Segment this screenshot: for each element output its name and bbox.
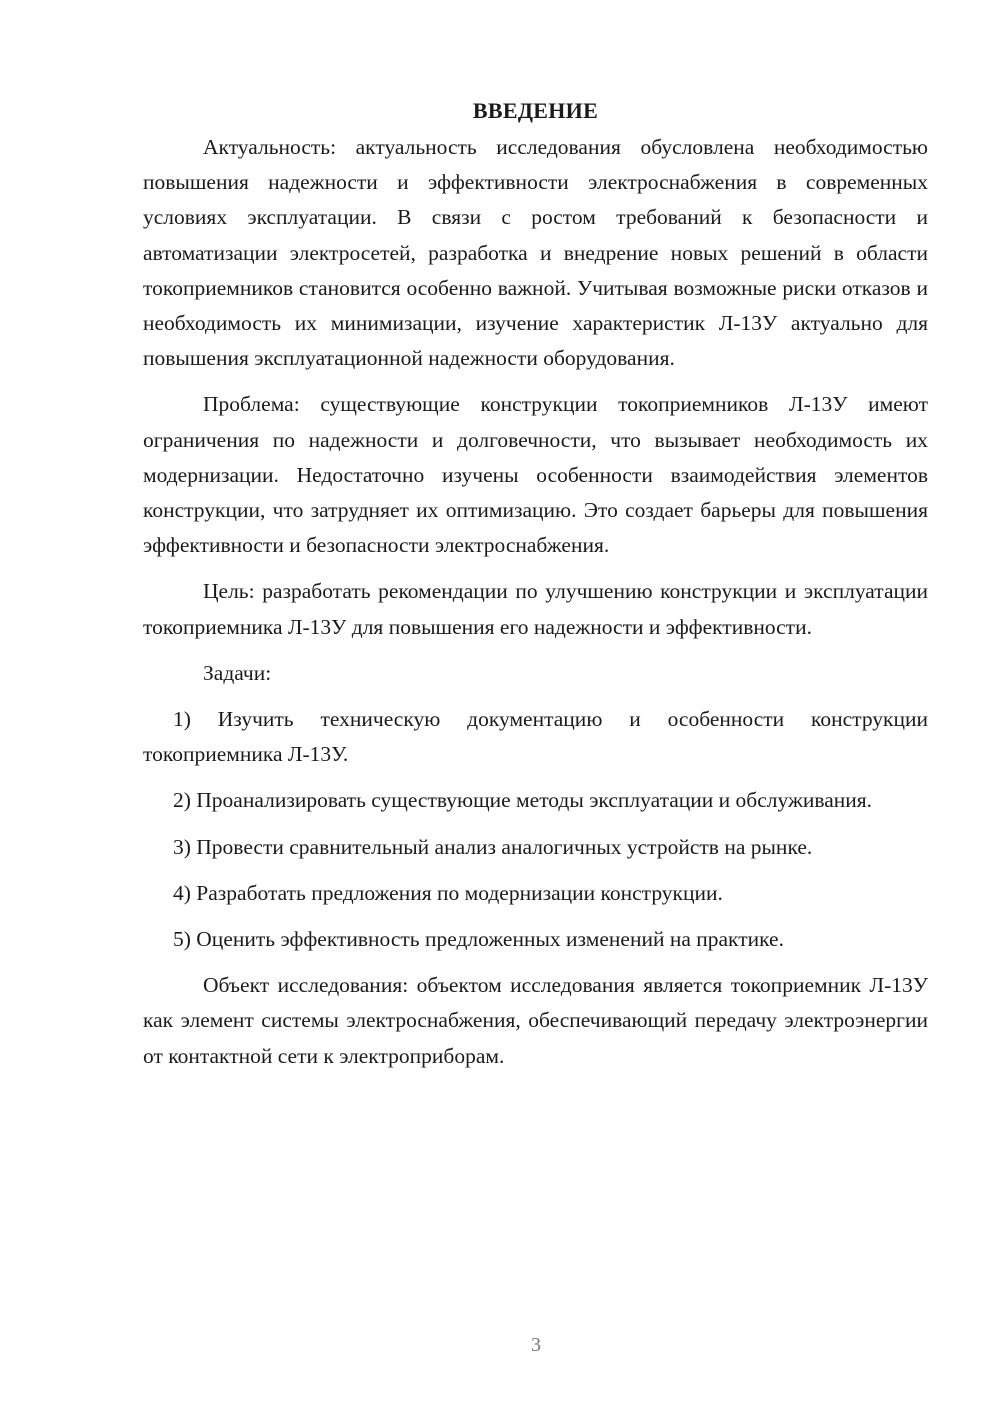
paragraph-problem: Проблема: существующие конструкции токоприемников Л-13У имеют ограничения по надежности и долговечности, что вызывает необходимость их модернизации. Недостаточно изучены особенности взаимодействия элементов конструкции, что затрудняет их оптимизацию. Это создает барьеры для повышения эффективности и безопасности электроснабжения. (143, 392, 928, 558)
paragraph-relevance: Актуальность: актуальность исследования обусловлена необходимостью повышения надежности и эффективности электроснабжения в современных условиях эксплуатации. В связи с ростом требований к безопасности и автоматизации электросетей, разработка и внедрение новых решений в области токоприемников становится особенно важной. Учитывая возможные риски отказов и необходимость их минимизации, изучение характеристик Л-13У актуально для повышения эксплуатационной надежности оборудования. (143, 135, 928, 371)
paragraph-object: Объект исследования: объектом исследования является токоприемник Л-13У как элемент системы электроснабжения, обеспечивающий передачу электроэнергии от контактной сети к электроприборам. (143, 973, 928, 1068)
tasks-label: Задачи: (203, 660, 272, 685)
page-number: 3 (531, 1334, 541, 1356)
task-item-2: 2) Проанализировать существующие методы эксплуатации и обслуживания. (173, 788, 873, 813)
task-item-5: 5) Оценить эффективность предложенных изменений на практике. (173, 927, 784, 952)
paragraph-goal: Цель: разработать рекомендации по улучшению конструкции и эксплуатации токоприемника Л-13У для повышения его надежности и эффективности. (143, 579, 928, 639)
task-item-4: 4) Разработать предложения по модернизации конструкции. (173, 880, 723, 905)
task-item-3: 3) Провести сравнительный анализ аналогичных устройств на рынке. (173, 834, 813, 859)
page-title: ВВЕДЕНИЕ (472, 98, 599, 123)
document-page (143, 96, 928, 1085)
task-item-1: 1) Изучить техническую документацию и особенности конструкции токоприемника Л-13У. (143, 707, 928, 767)
